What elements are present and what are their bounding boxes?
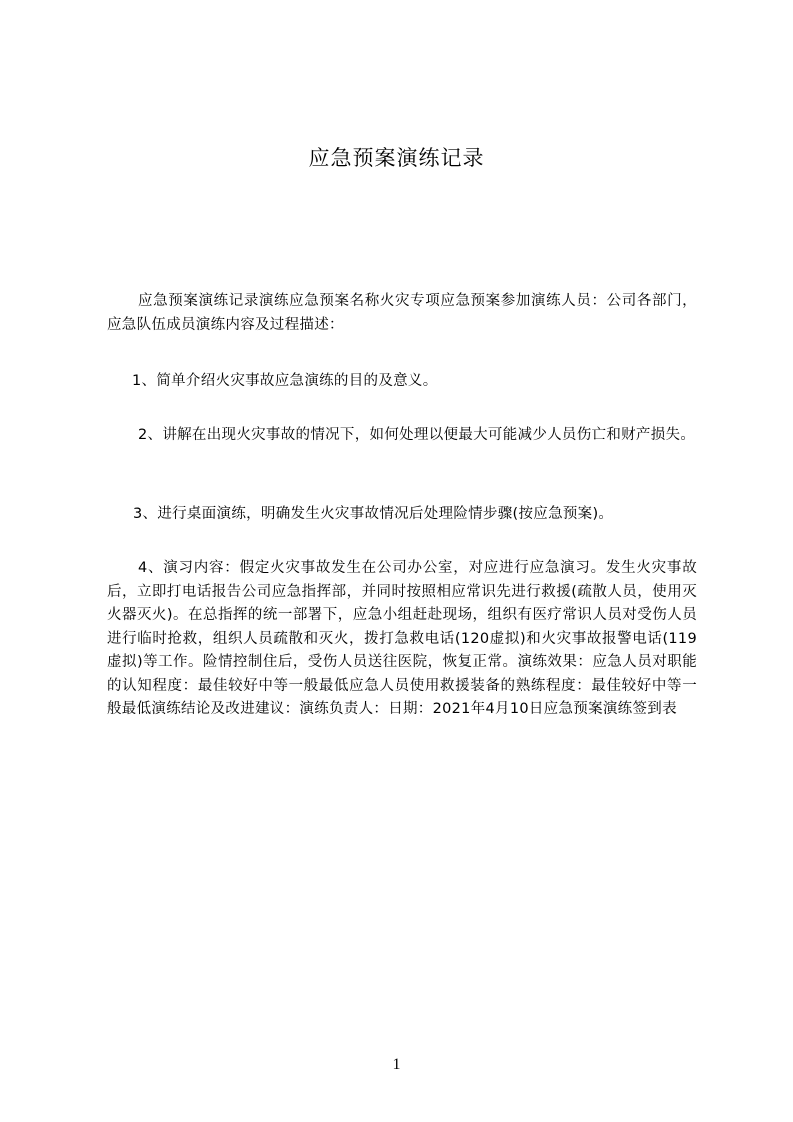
intro-paragraph: 应急预案演练记录演练应急预案名称火灾专项应急预案参加演练人员：公司各部门，应急队伍成员演练内容及过程描述： <box>107 293 697 333</box>
item-2-paragraph: 2、讲解在出现火灾事故的情况下，如何处理以便最大可能减少人员伤亡和财产损失。 <box>138 427 696 443</box>
item-1-paragraph: 1、简单介绍火灾事故应急演练的目的及意义。 <box>132 373 438 389</box>
document-title: 应急预案演练记录 <box>308 146 485 170</box>
item-3-paragraph: 3、进行桌面演练，明确发生火灾事故情况后处理险情步骤(按应急预案)。 <box>133 506 614 522</box>
page-number: 1 <box>392 1056 401 1073</box>
item-4-paragraph: 4、演习内容：假定火灾事故发生在公司办公室，对应进行应急演习。发生火灾事故后，立即打电话报告公司应急指挥部，并同时按照相应常识先进行救援(疏散人员，使用灭火器灭火)。在总指挥的统一部署下，应急小组赶赴现场，组织有医疗常识人员对受伤人员进行临时抢救，组织人员疏散和灭火，拨打急救电话(120虚拟)和火灾事故报警电话(119虚拟)等工作。险情控制住后，受伤人员送往医院，恢复正常。演练效果：应急人员对职能的认知程度：最佳较好中等一般最低应急人员使用救援装备的熟练程度：最佳较好中等一般最低演练结论及改进建议：演练负责人：日期：2021年4月10日应急预案演练签到表 <box>107 560 697 717</box>
